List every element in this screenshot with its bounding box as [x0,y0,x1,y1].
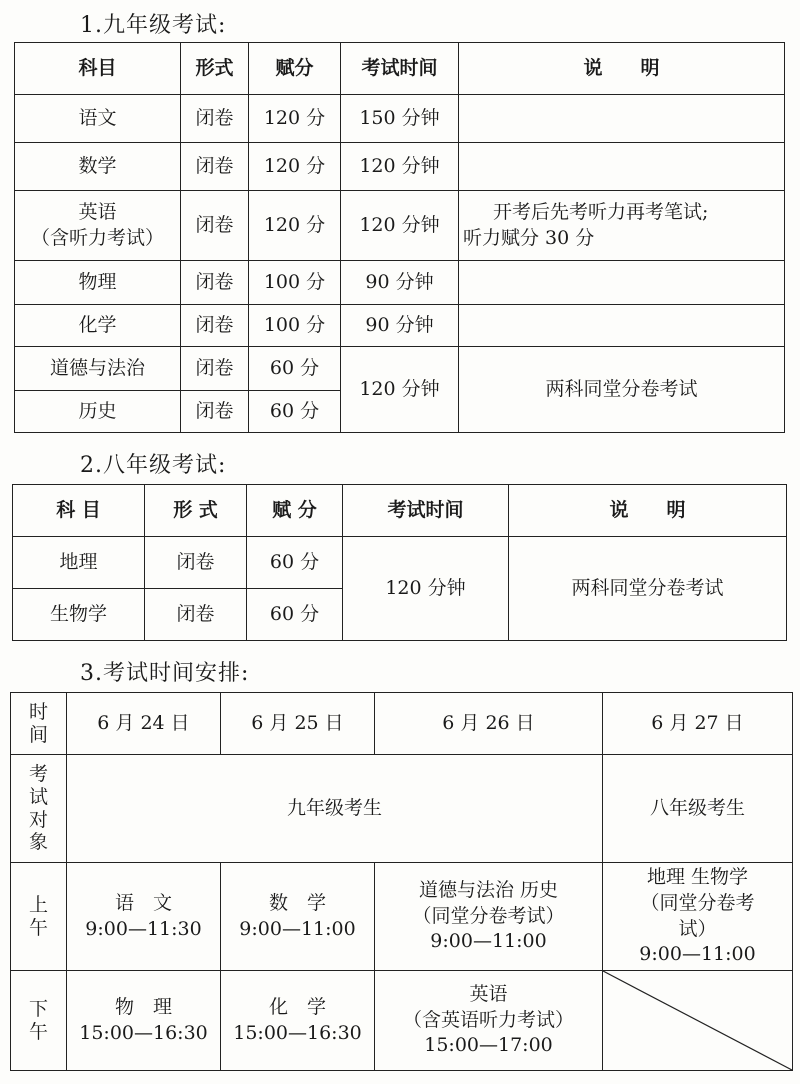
session-subject: 物 理 [114,995,172,1018]
cell-time: 90 分钟 [341,305,459,347]
date-cell: 6 月 24 日 [67,693,221,755]
cell-note [459,191,785,261]
subject-line-1: 英语 [78,200,117,223]
label-target [11,755,67,863]
cell-note [459,305,785,347]
cell-time: 150 分钟 [341,95,459,143]
session-subject: 语 文 [114,891,172,914]
target-grade8: 八年级考生 [603,755,793,863]
grade8-exam-table [12,484,787,641]
label-pm [11,971,67,1071]
session-note: （同堂分卷考试） [412,904,565,927]
label-char: 时 [28,700,48,723]
cell-note [459,143,785,191]
cell-note: 两科同堂分卷考试 [509,537,787,641]
cell-score: 120 分 [249,191,341,261]
label-char: 午 [28,1020,48,1043]
cell-subject: 数学 [15,143,181,191]
cell-score: 60 分 [247,537,343,589]
session-subject: 化 学 [268,995,326,1018]
cell-form: 闭卷 [145,589,247,641]
session-note: （含英语听力考试） [402,1008,574,1031]
session-cell [375,863,603,971]
cell-form: 闭卷 [181,261,249,305]
note-line-2: 听力赋分 30 分 [463,226,595,249]
grade9-exam-table [14,42,785,433]
table-row [15,191,785,261]
label-char: 上 [28,893,48,916]
table-header-row [13,485,787,537]
session-time: 9:00—11:00 [639,943,756,966]
header-note: 说 明 [459,43,785,95]
table-row [15,305,785,347]
session-note: （同堂分卷考 [640,891,755,914]
cell-score: 120 分 [249,143,341,191]
label-char: 考 [28,762,48,785]
session-time: 9:00—11:00 [430,930,547,953]
table-row [13,537,787,589]
session-subject: 数 学 [268,891,326,914]
session-cell [221,971,375,1071]
header-score: 赋 分 [247,485,343,537]
date-cell: 6 月 25 日 [221,693,375,755]
cell-time: 120 分钟 [341,347,459,433]
cell-subject: 地理 [13,537,145,589]
table-header-row [15,43,785,95]
cell-note [459,95,785,143]
afternoon-row [11,971,793,1071]
cell-score: 120 分 [249,95,341,143]
table-row [15,261,785,305]
target-row [11,755,793,863]
header-subject: 科目 [15,43,181,95]
morning-row [11,863,793,971]
header-note: 说 明 [509,485,787,537]
label-char: 试 [28,785,48,808]
dates-row [11,693,793,755]
cell-subject: 化学 [15,305,181,347]
target-grade9: 九年级考生 [67,755,603,863]
label-char: 象 [28,831,48,854]
session-subject: 道德与法治 历史 [418,879,559,902]
exam-schedule-table [10,692,793,1071]
session-cell [67,971,221,1071]
cell-note: 两科同堂分卷考试 [459,347,785,433]
cell-score: 60 分 [249,391,341,433]
cell-subject: 语文 [15,95,181,143]
session-time: 15:00—16:30 [79,1021,208,1044]
table-row [15,347,785,391]
cell-subject: 道德与法治 [15,347,181,391]
header-time: 考试时间 [343,485,509,537]
cell-score: 100 分 [249,261,341,305]
diagonal-line [603,971,792,1070]
session-time: 15:00—17:00 [424,1034,553,1057]
cell-form: 闭卷 [181,391,249,433]
header-subject: 科 目 [13,485,145,537]
cell-score: 60 分 [249,347,341,391]
label-am [11,863,67,971]
session-cell [67,863,221,971]
date-cell: 6 月 27 日 [603,693,793,755]
session-time: 9:00—11:30 [85,917,202,940]
label-char: 下 [28,997,48,1020]
cell-form: 闭卷 [181,143,249,191]
session-cell [375,971,603,1071]
header-form: 形 式 [145,485,247,537]
cell-time: 90 分钟 [341,261,459,305]
cell-form: 闭卷 [145,537,247,589]
table-row [15,143,785,191]
date-cell: 6 月 26 日 [375,693,603,755]
cell-time: 120 分钟 [341,143,459,191]
cell-subject: 历史 [15,391,181,433]
session-cell [221,863,375,971]
cell-subject: 生物学 [13,589,145,641]
cell-time: 120 分钟 [341,191,459,261]
session-cell [603,863,793,971]
section-3-title: 3.考试时间安排: [80,661,250,686]
session-note: 试） [678,917,717,940]
cell-form: 闭卷 [181,95,249,143]
cell-form: 闭卷 [181,347,249,391]
section-1-title: 1.九年级考试: [80,13,227,38]
cell-form: 闭卷 [181,191,249,261]
cell-subject: 物理 [15,261,181,305]
session-time: 15:00—16:30 [233,1021,362,1044]
cell-score: 60 分 [247,589,343,641]
cell-form: 闭卷 [181,305,249,347]
session-subject: 地理 生物学 [646,866,749,889]
session-time: 9:00—11:00 [239,917,356,940]
label-char: 对 [28,808,48,831]
label-time [11,693,67,755]
cell-subject [15,191,181,261]
cell-score: 100 分 [249,305,341,347]
cell-time: 120 分钟 [343,537,509,641]
empty-diagonal-cell [603,971,793,1071]
section-2-title: 2.八年级考试: [80,453,227,478]
cell-note [459,261,785,305]
label-char: 间 [28,723,48,746]
subject-line-2: （含听力考试） [30,226,164,249]
header-score: 赋分 [249,43,341,95]
session-subject: 英语 [469,983,508,1006]
label-char: 午 [28,916,48,939]
header-time: 考试时间 [341,43,459,95]
table-row [15,95,785,143]
note-line-1: 开考后先考听力再考笔试; [493,200,709,223]
header-form: 形式 [181,43,249,95]
